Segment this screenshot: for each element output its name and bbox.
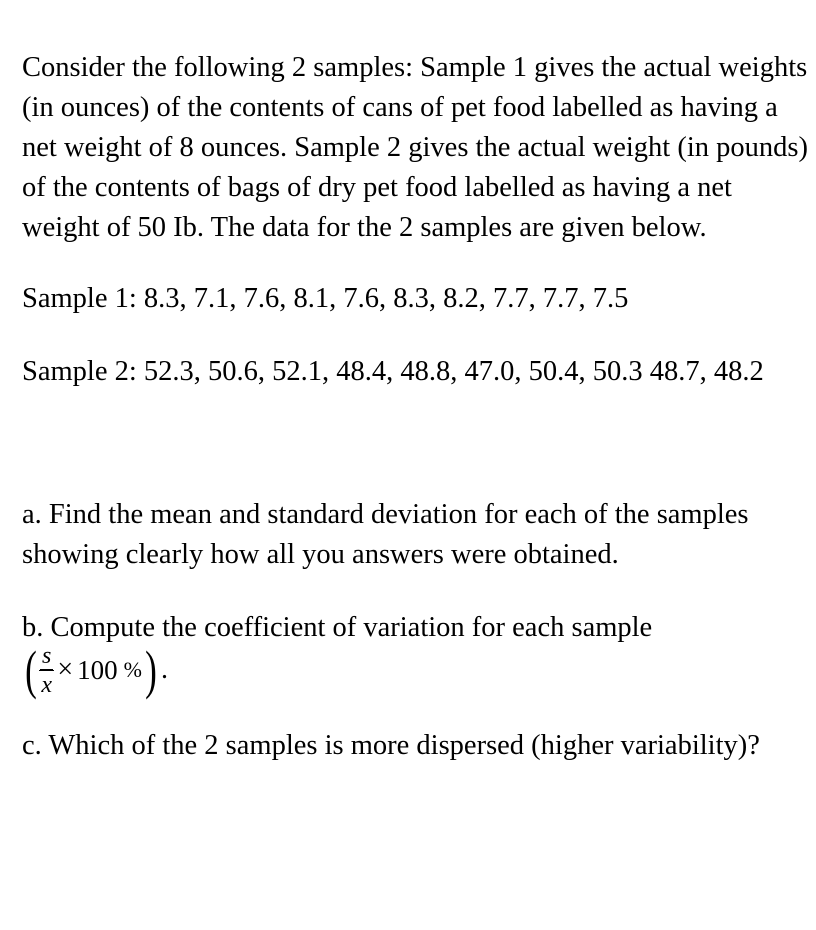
sample-2-data: Sample 2: 52.3, 50.6, 52.1, 48.4, 48.8, 47.0, 50.4, 50.3 48.7, 48.2 (22, 356, 764, 387)
formula-percent-sign: % (123, 657, 142, 682)
question-c: c. Which of the 2 samples is more dispersed (higher variability)? (22, 730, 760, 761)
formula-period: . (160, 654, 168, 685)
formula-close-paren: ) (145, 640, 157, 700)
formula-denominator: x (41, 671, 52, 698)
formula-fraction (40, 644, 53, 697)
coefficient-of-variation-formula (22, 640, 168, 700)
formula-numerator: s (41, 642, 52, 669)
intro-paragraph: Consider the following 2 samples: Sample 1 gives the actual weights (in ounces) of the contents of cans of pet food labelled as having a net weight of 8 ounces. Sample 2 gives the actual weight (in pounds) of the contents of bags of dry pet food labelled as having a net weight of 50 Ib. The data for the 2 samples are given below. (22, 52, 808, 243)
formula-times-sign: × (57, 654, 74, 685)
sample-1-data: Sample 1: 8.3, 7.1, 7.6, 8.1, 7.6, 8.3, 8.2, 7.7, 7.7, 7.5 (22, 283, 629, 314)
formula-open-paren: ( (25, 640, 37, 700)
question-b: b. Compute the coefficient of variation for each sample (22, 612, 653, 643)
question-a: a. Find the mean and standard deviation for each of the samples showing clearly how all you answers were obtained. (22, 499, 749, 570)
document-page (22, 48, 814, 766)
formula-multiplier: 100 (77, 654, 118, 685)
